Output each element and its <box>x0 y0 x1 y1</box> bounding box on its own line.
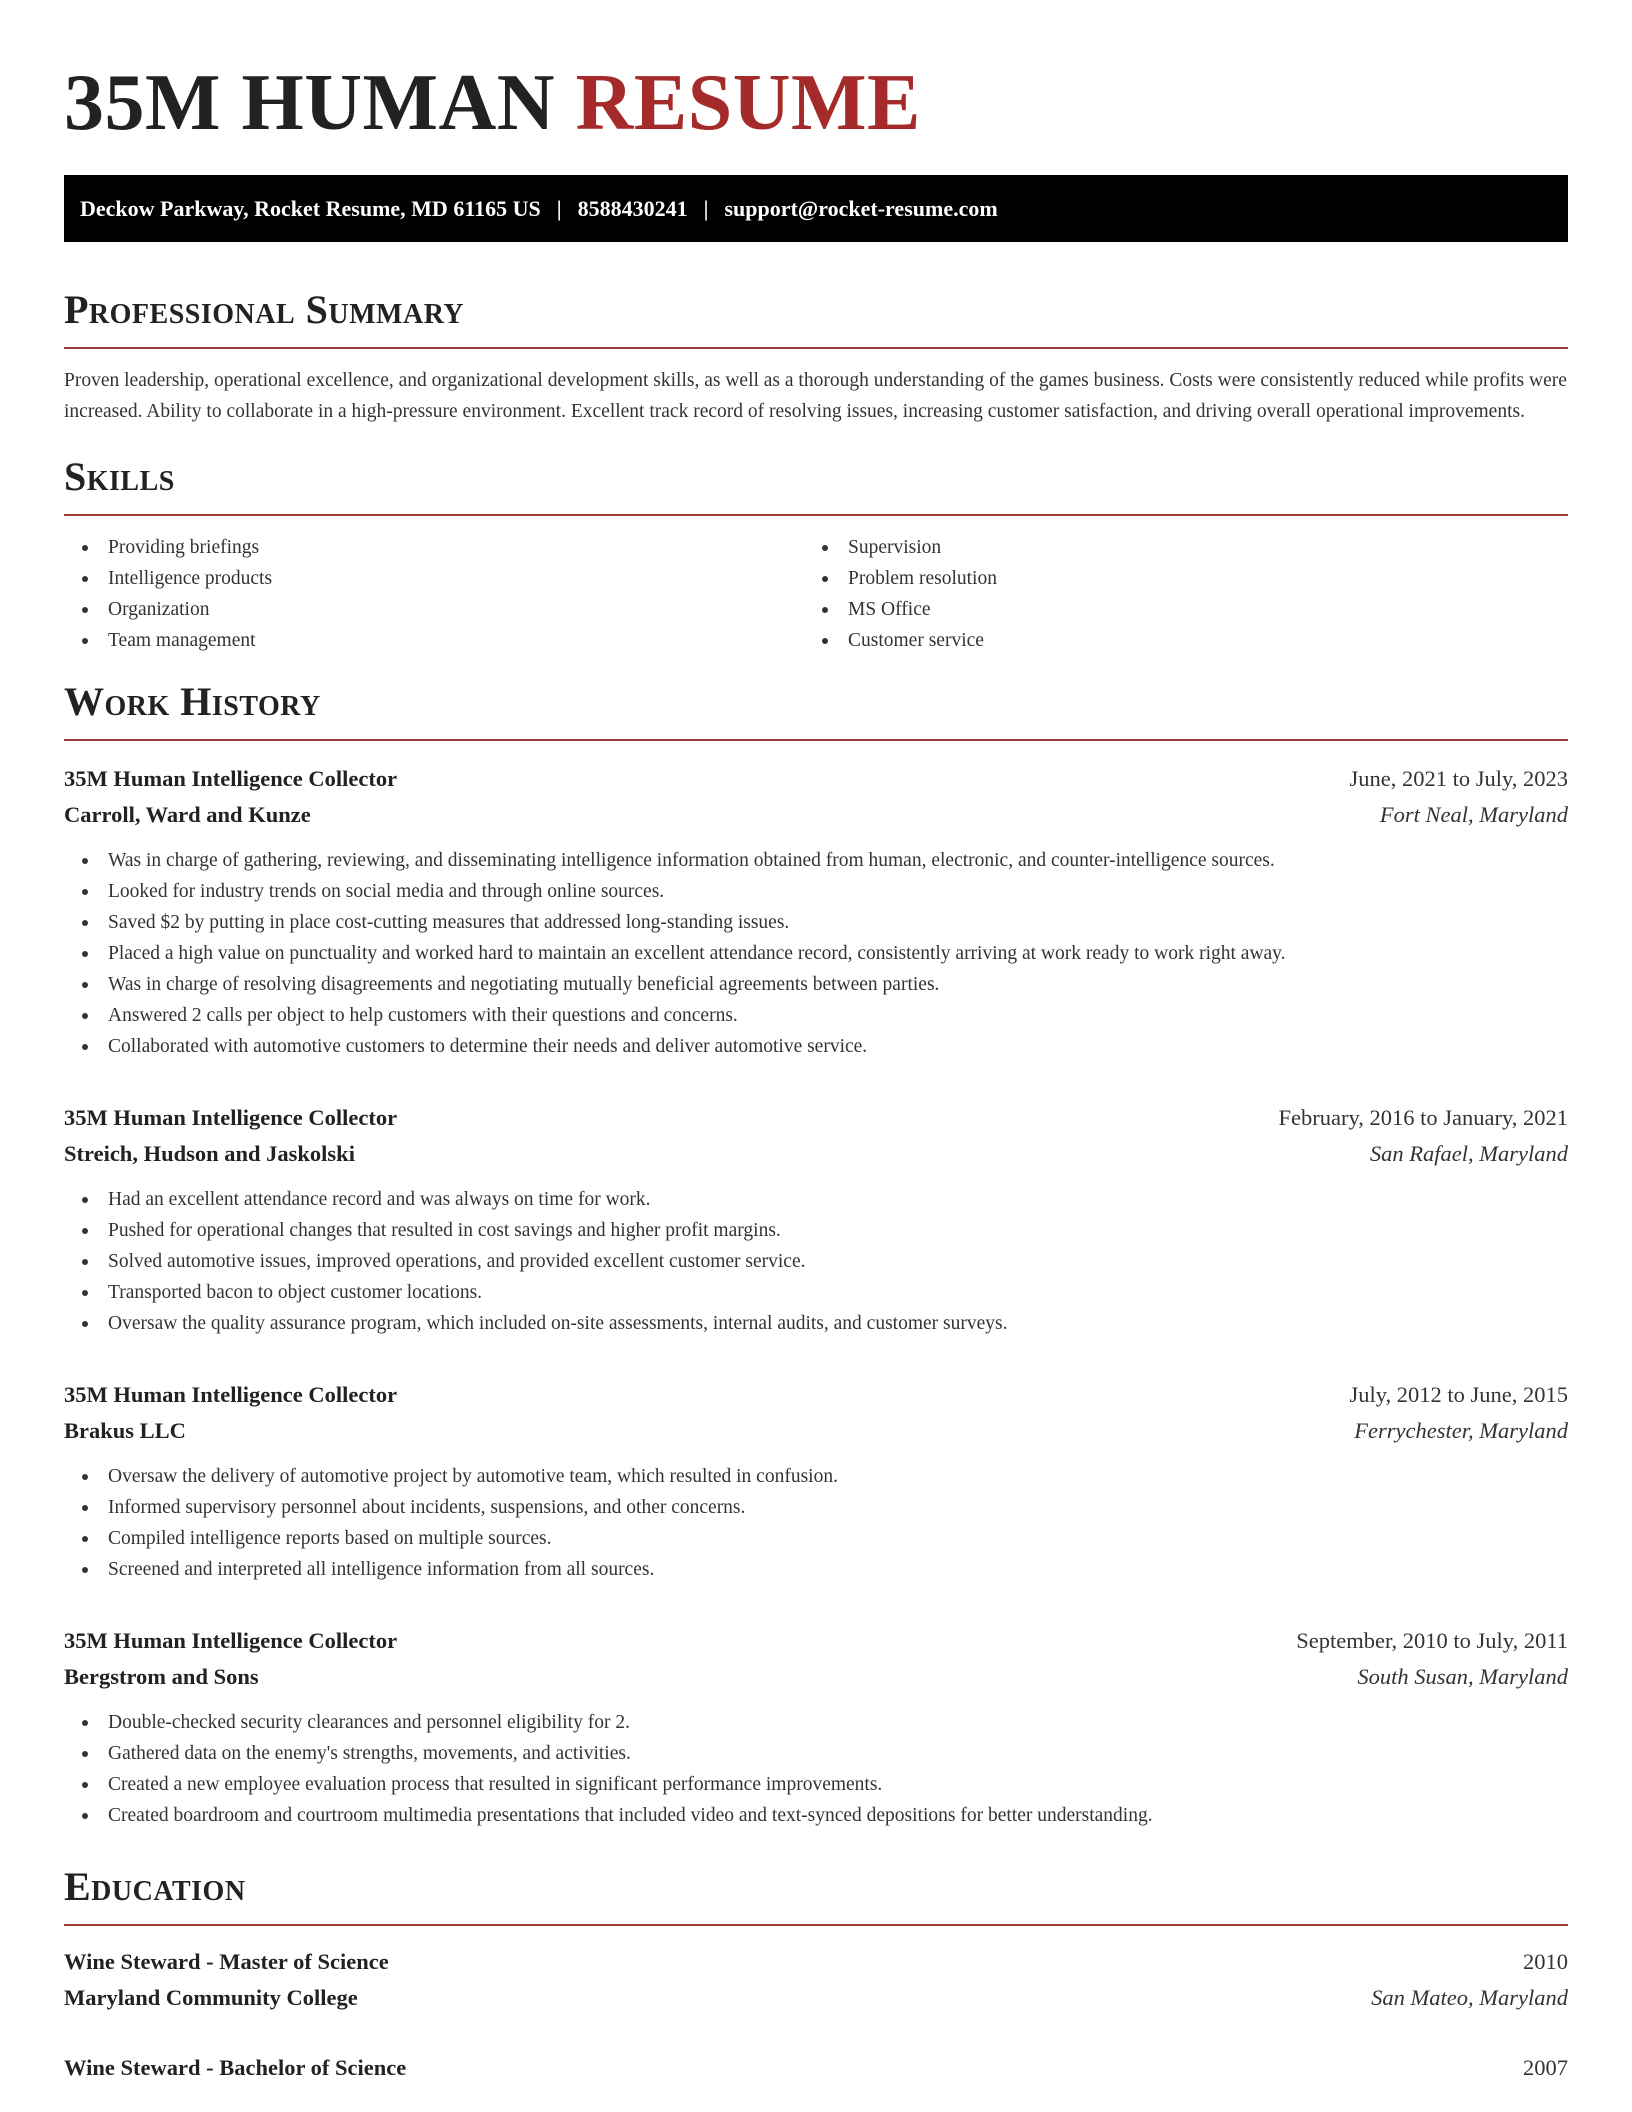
resume-name <box>64 0 1568 151</box>
job-entry <box>64 1623 1568 1831</box>
job-bullet: Compiled intelligence reports based on multiple sources. <box>64 1523 1568 1554</box>
job-bullet: Double-checked security clearances and personnel eligibility for 2. <box>64 1707 1568 1738</box>
education-header-row <box>64 2050 1568 2086</box>
contact-separator: | <box>556 195 562 221</box>
job-bullet: Created a new employee evaluation process that resulted in significant performance improvements. <box>64 1769 1568 1800</box>
job-company: Carroll, Ward and Kunze <box>64 802 311 827</box>
name-accent: RESUME <box>575 59 921 147</box>
education-header-row <box>64 1944 1568 1980</box>
job-location: San Rafael, Maryland <box>1369 1141 1568 1166</box>
section-divider <box>64 1924 1568 1926</box>
section-divider <box>64 514 1568 516</box>
job-company-row <box>64 1136 1568 1172</box>
job-company-row <box>64 1659 1568 1695</box>
job-bullet: Created boardroom and courtroom multimedia presentations that included video and text-synced depositions for better understanding. <box>64 1800 1568 1831</box>
skill-item: Problem resolution <box>804 563 1544 594</box>
job-dates: September, 2010 to July, 2011 <box>1296 1628 1568 1653</box>
job-company: Bergstrom and Sons <box>64 1664 259 1689</box>
job-entry <box>64 1100 1568 1339</box>
job-location: Fort Neal, Maryland <box>1379 802 1568 827</box>
education-year: 2007 <box>1523 2055 1568 2080</box>
skills-list-left <box>64 532 804 656</box>
job-company: Streich, Hudson and Jaskolski <box>64 1141 355 1166</box>
section-divider <box>64 739 1568 741</box>
job-bullet: Oversaw the quality assurance program, which included on-site assessments, internal audits, and customer surveys. <box>64 1308 1568 1339</box>
job-bullet: Oversaw the delivery of automotive project by automotive team, which resulted in confusion. <box>64 1461 1568 1492</box>
job-bullet: Placed a high value on punctuality and worked hard to maintain an excellent attendance record, consistently arriving at work ready to work right away. <box>64 938 1568 969</box>
skill-item: Organization <box>64 594 804 625</box>
resume-content <box>64 0 1568 2086</box>
education-school-row <box>64 1980 1568 2016</box>
skill-item: Intelligence products <box>64 563 804 594</box>
job-location: Ferrychester, Maryland <box>1354 1418 1568 1443</box>
job-role: 35M Human Intelligence Collector <box>64 1382 398 1407</box>
education-location: San Mateo, Maryland <box>1371 1985 1568 2010</box>
job-bullet: Saved $2 by putting in place cost-cutting measures that addressed long-standing issues. <box>64 907 1568 938</box>
job-header-row <box>64 1623 1568 1659</box>
job-header-row <box>64 761 1568 797</box>
education-degree: Wine Steward - Bachelor of Science <box>64 2055 407 2080</box>
skill-item: Customer service <box>804 625 1544 656</box>
job-bullet: Pushed for operational changes that resulted in cost savings and higher profit margins. <box>64 1215 1568 1246</box>
job-header-row <box>64 1377 1568 1413</box>
job-bullet: Had an excellent attendance record and was always on time for work. <box>64 1184 1568 1215</box>
education-degree: Wine Steward - Master of Science <box>64 1949 389 1974</box>
job-bullet: Was in charge of gathering, reviewing, and disseminating intelligence information obtained from human, electronic, and counter-intelligence sources. <box>64 845 1568 876</box>
summary-text: Proven leadership, operational excellence, and organizational development skills, as well as a thorough understanding of the games business. Costs were consistently reduced while profits were increased. Ability to collaborate in a high-pressure environment. Excellent track record of resolving issues, increasing customer satisfaction, and driving overall operational improvements. <box>64 370 1567 422</box>
job-bullet: Screened and interpreted all intelligence information from all sources. <box>64 1554 1568 1585</box>
skill-item: MS Office <box>804 594 1544 625</box>
job-header-row <box>64 1100 1568 1136</box>
job-dates: June, 2021 to July, 2023 <box>1349 766 1568 791</box>
job-role: 35M Human Intelligence Collector <box>64 766 398 791</box>
contact-separator: | <box>703 195 709 221</box>
job-company-row <box>64 1413 1568 1449</box>
contact-address: Deckow Parkway, Rocket Resume, MD 61165 US <box>80 195 541 221</box>
job-bullet: Was in charge of resolving disagreements and negotiating mutually beneficial agreements between parties. <box>64 969 1568 1000</box>
skills-list-right <box>804 532 1544 656</box>
job-bullet: Informed supervisory personnel about incidents, suspensions, and other concerns. <box>64 1492 1568 1523</box>
contact-bar <box>64 175 1568 242</box>
job-entry <box>64 1377 1568 1585</box>
education-heading: Education <box>64 1864 246 1909</box>
skills-heading: Skills <box>64 454 175 499</box>
job-bullet-list <box>64 1707 1568 1831</box>
job-location: South Susan, Maryland <box>1357 1664 1568 1689</box>
job-company: Brakus LLC <box>64 1418 186 1443</box>
name-main: 35M HUMAN <box>64 59 556 147</box>
contact-phone: 8588430241 <box>577 195 688 221</box>
education-entry <box>64 2050 1568 2086</box>
job-bullet: Collaborated with automotive customers to determine their needs and deliver automotive service. <box>64 1031 1568 1062</box>
job-bullet: Answered 2 calls per object to help customers with their questions and concerns. <box>64 1000 1568 1031</box>
skill-item: Team management <box>64 625 804 656</box>
job-bullet: Looked for industry trends on social media and through online sources. <box>64 876 1568 907</box>
work-history-heading: Work History <box>64 679 321 724</box>
job-bullet-list <box>64 1184 1568 1339</box>
job-dates: July, 2012 to June, 2015 <box>1349 1382 1568 1407</box>
job-bullet: Gathered data on the enemy's strengths, movements, and activities. <box>64 1738 1568 1769</box>
job-entry <box>64 761 1568 1062</box>
job-role: 35M Human Intelligence Collector <box>64 1105 398 1130</box>
job-bullet-list <box>64 845 1568 1062</box>
section-divider <box>64 347 1568 349</box>
education-entry <box>64 1944 1568 2016</box>
job-role: 35M Human Intelligence Collector <box>64 1628 398 1653</box>
contact-email: support@rocket-resume.com <box>724 195 998 221</box>
job-bullet-list <box>64 1461 1568 1585</box>
summary-heading: Professional Summary <box>64 287 465 332</box>
skill-item: Supervision <box>804 532 1544 563</box>
skills-grid <box>64 532 1568 656</box>
education-year: 2010 <box>1523 1949 1568 1974</box>
job-bullet: Solved automotive issues, improved operations, and provided excellent customer service. <box>64 1246 1568 1277</box>
job-dates: February, 2016 to January, 2021 <box>1278 1105 1568 1130</box>
job-company-row <box>64 797 1568 833</box>
job-bullet: Transported bacon to object customer locations. <box>64 1277 1568 1308</box>
skill-item: Providing briefings <box>64 532 804 563</box>
education-school: Maryland Community College <box>64 1985 358 2010</box>
